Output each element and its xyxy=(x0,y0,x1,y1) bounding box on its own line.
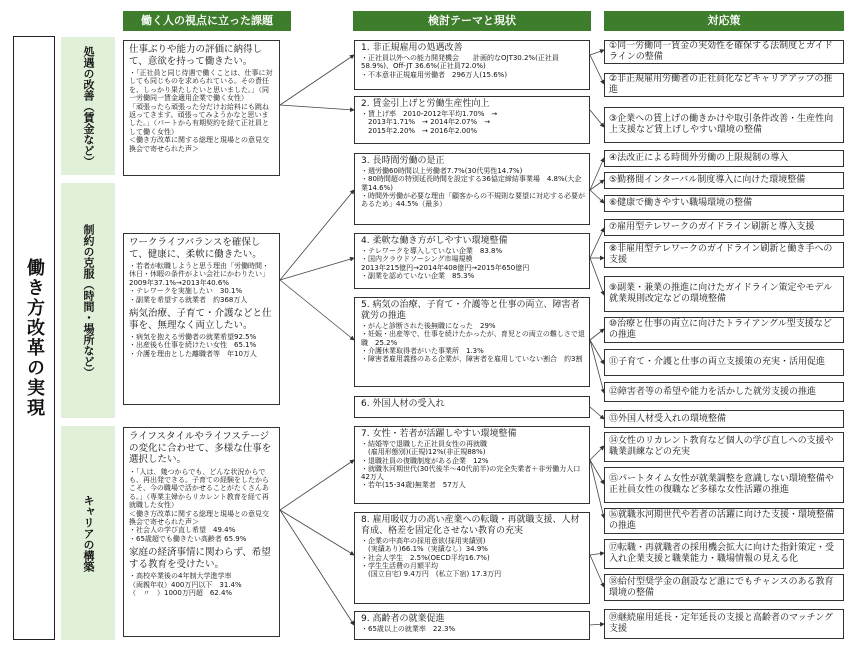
action-16: ⑯就職氷河期世代や若者の活躍に向けた支援・環境整備の推進 xyxy=(604,508,844,534)
action-15: ⑮パートタイム女性が就業調整を意識しない環境整備や正社員女性の復職など多様な女性活躍の推進 xyxy=(604,467,844,503)
theme-title: 9. 高齢者の就業促進 xyxy=(361,614,445,624)
action-14: ⑭女性のリカレント教育など個人の学び直しへの支援や職業訓練などの充実 xyxy=(604,432,844,462)
header-actions: 対応策 xyxy=(604,11,844,31)
theme-box-4 xyxy=(354,233,590,289)
action-8: ⑧非雇用型テレワークのガイドライン刷新と働き手への支援 xyxy=(604,242,844,268)
theme-title: 6. 外国人材の受入れ xyxy=(361,399,445,409)
issue-box-career xyxy=(123,427,280,637)
issue-box-constraints xyxy=(123,233,280,405)
action-3: ③企業への賃上げの働きかけや取引条件改善・生産性向上支援など賃上げしやすい環境の整備 xyxy=(604,107,844,143)
action-17: ⑰転職・再就職者の採用機会拡大に向けた指針策定・受入れ企業支援と職業能力・職場情報の見える化 xyxy=(604,539,844,569)
main-title: 働き方改革の実現 xyxy=(13,36,55,640)
theme-box-8 xyxy=(354,512,590,604)
action-12: ⑫障害者等の希望や能力を活かした就労支援の推進 xyxy=(604,382,844,402)
arrow-issue3-theme9 xyxy=(280,510,354,625)
issue-box-treatment xyxy=(123,40,280,176)
arrow-issue2-theme4 xyxy=(280,258,354,280)
issue-title: ワークライフバランスを確保して、健康に、柔軟に働きたい。 xyxy=(129,237,262,260)
theme-title: 7. 女性・若者が活躍しやすい環境整備 xyxy=(361,429,517,439)
theme-box-3 xyxy=(354,153,590,225)
arrow-issue2-theme5 xyxy=(280,280,354,340)
issue-details: ・「正社員と同じ待遇で働くことは、仕事に対しても同じものを求められている。その責任を、しっかり果たしたいと思いました。」（同一労働同一賃金適用企業で働く女性） 「頑張ったら頑張った分だけお給料にも跳ね返ってきます。頑張ってみようかなと思いました。」（パートから有期契約を経て正社員として働く女性） ＜働き方改革に関する総理と現場との意見交換会で寄せられた声＞ xyxy=(129,69,273,153)
theme-details: ・企業の中高年の採用意欲(採用実績別) (実績あり)66.1%（実績なし）34.9% ・社会人学生 2.5%(OECD平均16.7%) ・学生生活費の月額平均 (国立自宅) 9.4万円 (私立下宿) 17.3万円 xyxy=(361,537,502,579)
theme-title: 2. 賃金引上げと労働生産性向上 xyxy=(361,99,490,109)
action-1: ①同一労働同一賃金の実効性を確保する法制度とガイドラインの整備 xyxy=(604,40,844,64)
issue-title: 仕事ぶりや能力の評価に納得して、意欲を持って働きたい。 xyxy=(129,44,263,67)
theme-box-7 xyxy=(354,426,590,504)
issue-title: ライフスタイルやライフステージの変化に合わせて、多様な仕事を選択したい。 xyxy=(129,431,272,465)
theme-details: ・正社員以外への能力開発機会 計画的なOJT30.2%(正社員58.9%)、Off-JT 36.6%(正社員72.0%) ・不本意非正規雇用労働者 296万人(15.6%) xyxy=(361,54,559,79)
theme-details: ・がんと診断された後無職になった 29% ・妊娠・出産等で、仕事を続けたかったが、育児との両立の難しさで退職 25.2% ・介護休業取得者がいた事業所 1.3% ・障害者雇用義務のある企業が、障害者を雇用していない割合 約3割 xyxy=(361,322,585,364)
theme-title: 1. 非正規雇用の処遇改善 xyxy=(361,43,463,53)
theme-title: 5. 病気の治療、子育て・介護等と仕事の両立、障害者就労の推進 xyxy=(361,300,580,321)
category-constraints: 制約の克服（時間・場所など） xyxy=(61,183,115,418)
theme-details: ・賃上げ率 2010-2012年平均1.70% → 2013年1.71% → 2014年2.07% → 2015年2.20% → 2016年2.00% xyxy=(361,110,498,135)
header-themes: 検討テーマと現状 xyxy=(353,11,591,31)
action-11: ⑪子育て・介護と仕事の両立支援策の充実・活用促進 xyxy=(604,349,844,376)
theme-details: ・テレワークを導入していない企業 83.8% ・国内クラウドソーシング市場規模 2013年215億円→2014年408億円→2015年650億円 ・副業を認めていない企業 85.3% xyxy=(361,247,530,280)
theme-box-2 xyxy=(354,96,590,144)
arrow-issue3-theme7 xyxy=(280,460,354,510)
issue-title-2: 病気治療、子育て・介護などと仕事を、無理なく両立したい。 xyxy=(129,308,272,331)
theme-box-9 xyxy=(354,611,590,640)
action-13: ⑬外国人材受入れの環境整備 xyxy=(604,410,844,428)
action-5: ⑤勤務間インターバル制度導入に向けた環境整備 xyxy=(604,172,844,189)
action-19: ⑲継続雇用延長・定年延長の支援と高齢者のマッチング支援 xyxy=(604,609,844,639)
action-7: ⑦雇用型テレワークのガイドライン刷新と導入支援 xyxy=(604,219,844,236)
theme-details: ・65歳以上の就業率 22.3% xyxy=(361,625,456,633)
issue-details: ・若者が転職しようと思う理由「労働時間・休日・休暇の条件がよい会社にかわりたい」2009年37.1%→2013年40.6% ・テレワークを実施したい 30.1% ・副業を希望する就業者 約368万人 xyxy=(129,262,269,304)
action-6: ⑥健康で働きやすい職場環境の整備 xyxy=(604,195,844,212)
arrow-issue3-theme8 xyxy=(280,510,354,555)
theme-box-5 xyxy=(354,297,590,387)
arrow-issue2-theme3 xyxy=(280,190,354,280)
header-issues: 働く人の視点に立った課題 xyxy=(123,11,291,31)
action-2: ②非正規雇用労働者の正社員化などキャリアアップの推進 xyxy=(604,73,844,97)
issue-details-2: ・病気を抱える労働者の就業希望92.5% ・出産後も仕事を続けたい女性 65.1% ・介護を理由とした離職者等 年10万人 xyxy=(129,333,257,358)
issue-details: ・「人は、幾つからでも、どんな状況からでも、再出発できる。子育ての経験をしたからこそ、今の職場で活かせることがたくさんある。」（専業主婦からリカレント教育を経て再就職した女性） ＜働き方改革に関する総理と現場との意見交換会で寄せられた声＞ ・社会人の学び直し希望 49.4% ・65歳超でも働きたい高齢者 65.9% xyxy=(129,467,269,543)
theme-box-6 xyxy=(354,396,590,418)
issue-details-2: ・高校卒業後の4年制大学進学率 （両親年収）400万円以下 31.4% （ 〃 ）1000万円超 62.4% xyxy=(129,572,242,597)
arrow-issue1-theme1 xyxy=(280,55,354,105)
theme-title: 8. 雇用吸収力の高い産業への転職・再就職支援、人材育成、格差を固定化させない教育の充実 xyxy=(361,515,580,536)
action-4: ④法改正による時間外労働の上限規制の導入 xyxy=(604,150,844,167)
action-18: ⑱給付型奨学金の創設など誰にでもチャンスのある教育環境の整備 xyxy=(604,574,844,601)
theme-box-1 xyxy=(354,40,590,90)
action-10: ⑩治療と仕事の両立に向けたトライアングル型支援などの推進 xyxy=(604,317,844,343)
category-career: キャリアの構築 xyxy=(61,426,115,640)
theme-details: ・週労働60時間以上労働者7.7%(30代男性14.7%) ・80時間超の特別延長時間を設定する36協定締結事業場 4.8%(大企業14.6%) ・時間外労働が必要な理由「顧客からの不規則な要望に対応する必要があるため」44.5%（最多） xyxy=(361,167,585,209)
theme-title: 3. 長時間労働の是正 xyxy=(361,156,445,166)
issue-title-2: 家庭の経済事情に関わらず、希望する教育を受けたい。 xyxy=(129,547,271,570)
theme-details: ・結婚等で退職した正社員女性の再就職 (雇用形態別)(正規)12%(非正規88%) ・退職社員の復職制度がある企業 12% ・就職氷河期世代(30代後半～40代前半)の完全失業者＋非労働力人口 42万人 ・若年(15-34歳)無業者 57万人 xyxy=(361,440,581,490)
category-treatment: 処遇の改善（賃金など） xyxy=(61,37,115,175)
theme-title: 4. 柔軟な働き方がしやすい環境整備 xyxy=(361,236,508,246)
arrow-issue1-theme2 xyxy=(280,105,354,110)
action-9: ⑨副業・兼業の推進に向けたガイドライン策定やモデル就業規則改定などの環境整備 xyxy=(604,276,844,312)
